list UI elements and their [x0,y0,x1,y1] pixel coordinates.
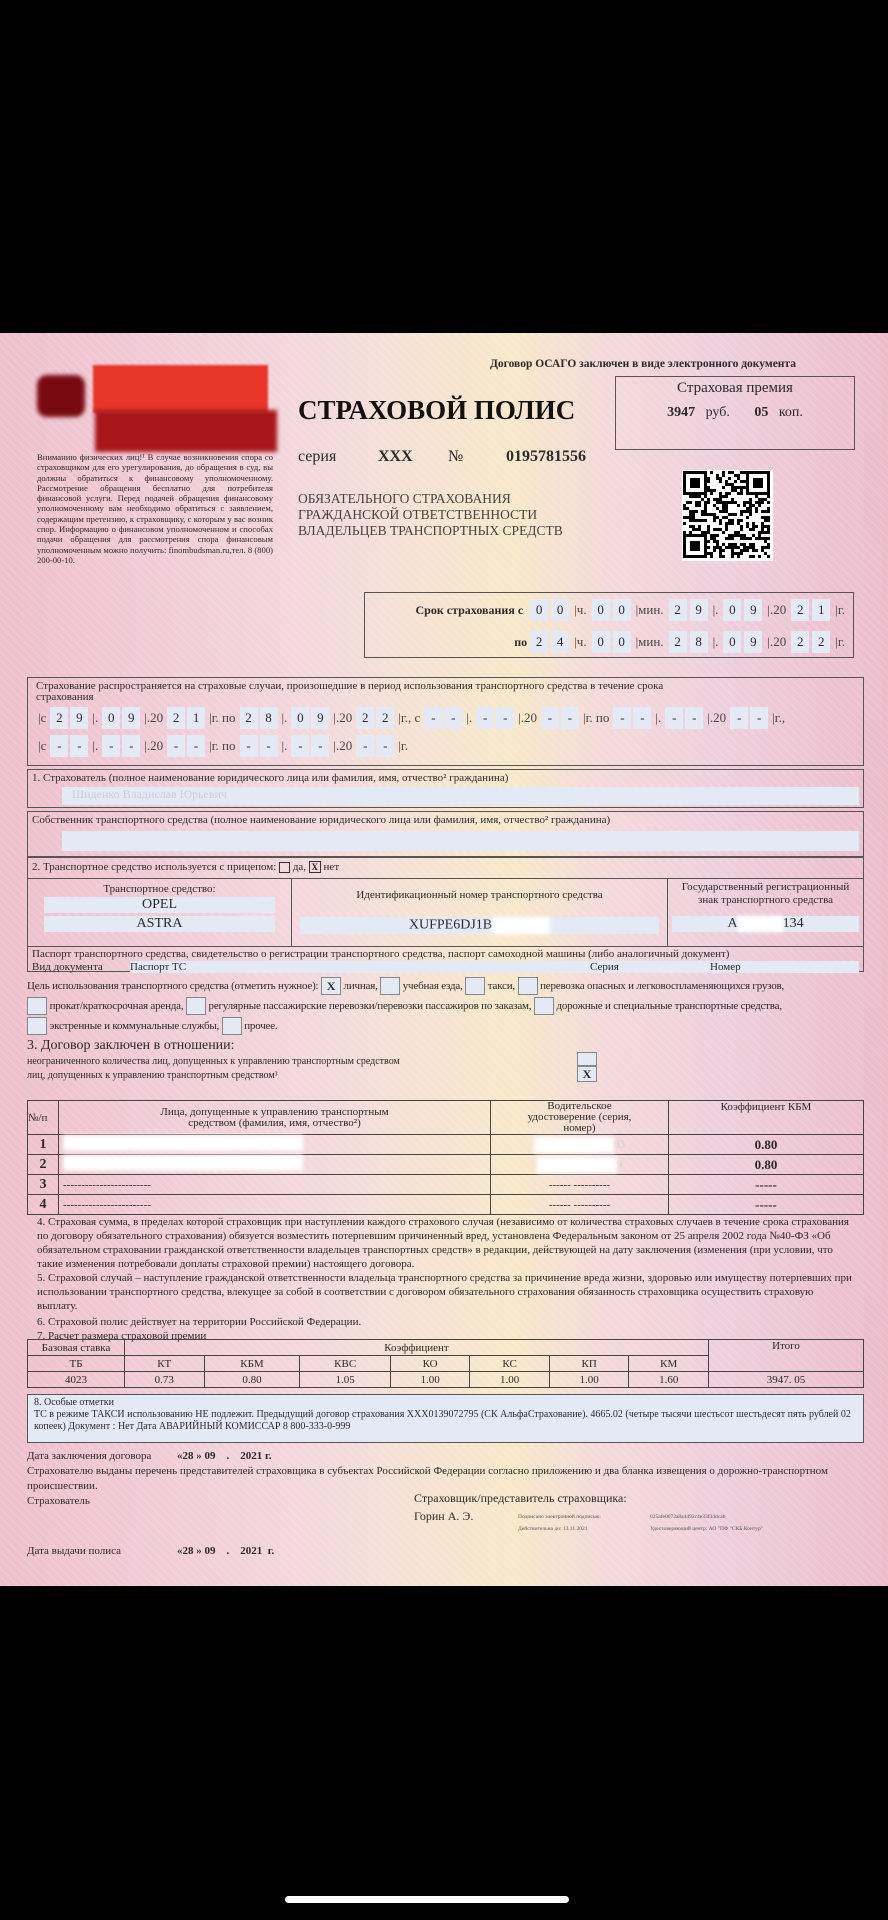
cell-separator: |ч. [574,602,587,617]
cell-separator: |. [281,710,288,725]
digit-cell: 2 [167,707,185,729]
digit-cell: 2 [50,707,68,729]
col-header: №/п [28,1101,59,1135]
premium-total: 3947. 05 [709,1372,864,1388]
digit-cell: - [167,735,185,757]
vehicle-section [27,857,864,972]
cell-separator: |. [466,710,473,725]
insurer-section [27,769,864,808]
vehicle-make: OPEL [44,897,275,913]
purpose-option: прокат/краткосрочная аренда, [49,1000,184,1012]
vehicle-model: ASTRA [44,916,275,932]
purpose-option: учебная езда, [402,980,463,992]
digit-cell: - [356,735,374,757]
rep-label: Страховщик/представитель страховщика: [414,1491,627,1505]
col-header: Коэффициент КБМ [669,1101,864,1135]
digit-cell: 2 [812,631,830,653]
coef-col-header: КБМ [204,1356,300,1372]
trailer-label: 2. Транспортное средство используется с прицепом: [32,861,277,873]
vin-label: Идентификационный номер транспортного средства [356,889,603,901]
cell-separator: |.20 [518,710,537,725]
coef-col-header: КП [549,1356,629,1372]
issue-date: «28 » 09 . 2021 г. [177,1545,275,1557]
cell-separator: |.20 [144,738,164,753]
kbm-value: 0.80 [669,1135,864,1155]
usage-period-section [27,677,864,766]
purpose-checkbox[interactable] [222,1017,242,1035]
digit-cell: - [633,707,651,729]
rep-name: Горин А. Э. [414,1509,474,1523]
terms-paragraphs [37,1215,852,1343]
cell-separator: |. [655,710,662,725]
cell-separator: |г. по [209,710,236,725]
purpose-checkbox[interactable]: X [321,977,341,995]
premium-rub: 3947 [667,405,696,420]
digit-cell: 0 [102,707,120,729]
cell-separator: |г. [835,602,845,617]
digit-cell: - [685,707,703,729]
coef-value: 1.00 [470,1372,550,1388]
issue-date-label: Дата выдачи полиса [27,1545,121,1557]
insurer-signature-label: Страхователь [27,1495,90,1507]
passport-series-label: Серия [590,961,710,973]
digit-cell: 2 [240,707,258,729]
signed-label: Подписано электронной подписью: [518,1514,602,1520]
kbm-value: ----- [669,1195,864,1215]
cell-separator: |г. по [209,738,236,753]
valid-until: Действительна до: 13.11.2021 [518,1526,588,1532]
plate-end: 134 [782,916,804,932]
term-from-cells [530,599,847,621]
plate-start: А [727,916,738,932]
trailer-yes-label: да, [292,861,307,873]
row-number: 3 [28,1175,59,1195]
doc-type-label: Вид документа [32,961,103,973]
base-rate-header: Базовая ставка [28,1340,125,1356]
section3-unlimited: неограниченного количества лиц, допущенных к управлению транспортным средством [27,1056,400,1067]
limited-checkbox[interactable]: X [577,1066,597,1082]
coef-value: 0.80 [204,1372,300,1388]
digit-cell: - [496,707,514,729]
contract-date: «28 » 09 . 2021 г. [177,1450,272,1462]
coef-value: 1.60 [629,1372,709,1388]
digit-cell: - [311,735,329,757]
purpose-checkbox[interactable] [518,977,538,995]
cell-separator: |. [281,738,288,753]
purpose-checkbox[interactable] [27,1017,47,1035]
digit-cell: 2 [669,631,687,653]
purpose-checkbox[interactable] [380,977,400,995]
coef-value: 1.00 [390,1372,470,1388]
kbm-value: ----- [669,1175,864,1195]
owner-label: Собственник транспортного средства (полное наименование юридического лица или фамилия, имя, отчество² гражданина) [32,814,611,826]
cell-separator: |с [38,738,47,753]
series-value: ХХХ [378,448,413,465]
consumer-notice: Вниманию физических лиц!¹ В случае возникновения спора со страховщиком для его урегулирования, до обращения в суд, вы должны обратиться к финансовому уполномоченному. Рассмотрение обращения бесплатно для потребителя финансовой услуги. Перед подачей обращения финансовому уполномоченному вам необходимо обратиться с заявлением, содержащим претензию, к страховщику, с которым у вас возник спор. Информацию о финансовом уполномоченном и способах подачи обращения для рассмотрения спора финансовым уполномоченным можно получить: finombudsman.ru,тел. 8 (800) 200-00-10. [37,452,273,565]
purpose-option: регулярные пассажирские перевозки/перевозки пассажиров по заказам, [208,1000,532,1012]
digit-cell: - [730,707,748,729]
digit-cell: 9 [690,599,708,621]
plate-value [672,916,859,932]
table-row [28,1195,864,1215]
cell-separator: |.20 [333,710,353,725]
digit-cell: 4 [551,631,569,653]
special-notes [27,1394,864,1443]
cell-separator: |мин. [635,634,664,649]
paragraph-7: 7. Расчет размера страховой премии [37,1330,207,1342]
digit-cell: - [70,735,88,757]
section3-limited: лиц, допущенных к управлению транспортным средством³ [27,1070,278,1081]
driver-license [491,1135,669,1155]
cell-separator: |г. [835,634,845,649]
redaction-dark-square [37,375,85,417]
cell-separator: |мин. [635,602,664,617]
policy-number: 0195781556 [506,448,586,465]
passport-number-label: Номер [710,961,859,973]
cell-separator: |г. по [582,710,610,725]
e-signature-cert [650,1511,763,1535]
digit-cell: - [291,735,309,757]
section3-title: 3. Договор заключен в отношении: [27,1038,235,1053]
redaction-dark-red [95,410,277,452]
owner-name-field [62,831,859,851]
usage-period-row2 [36,735,855,757]
premium-kop-label: коп. [778,405,803,420]
paragraph-6: 6. Страховой полис действует на территории Российской Федерации. [37,1316,362,1328]
doc-type-value: Паспорт ТС [130,961,590,973]
digit-cell: 1 [812,599,830,621]
driver-license: ------ ---------- [491,1195,669,1215]
usage-period-row1 [36,707,855,729]
cell-separator: |г. [398,738,408,753]
term-from-label: Срок страхования с [415,602,524,617]
name-redaction [63,1155,303,1171]
coef-col-header: КС [470,1356,550,1372]
digit-cell: - [50,735,68,757]
paragraph-4: 4. Страховая сумма, в пределах которой страховщик при наступлении каждого страхового случая (независимо от количества страховых случаев в течение срока страхования по договору обязательного страхования) обязуется возместить потерпевшим причиненный вред, установлена Федеральным законом от 25 апреля 2002 года №40-ФЗ «Об обязательном страховании гражданской ответственности владельцев транспортных средств» в редакции, действующей на дату заключения (изменения (при условии, что такие изменения потребовали доплаты страховой премии) настоящего договора. [37,1216,849,1270]
cell-separator: |.20 [767,634,787,649]
purpose-checkbox[interactable] [534,997,554,1015]
license-end: 03 [614,1138,625,1151]
purpose-checkbox[interactable] [186,997,206,1015]
purpose-option: такси, [487,980,515,992]
insurer-label: 1. Страхователь (полное наименование юридического лица или фамилия, имя, отчество² гражданина) [32,772,509,784]
series-label: серия [298,448,337,465]
cell-separator: |.20 [144,710,164,725]
digit-cell: - [665,707,683,729]
cert-center: Удостоверяющий центр: АО "ПФ "СКБ Контур" [650,1526,763,1532]
digit-cell: 9 [70,707,88,729]
premium-label: Страховая премия [677,380,793,396]
name-redaction [63,1135,303,1151]
cell-separator: |.20 [333,738,353,753]
redaction-red [93,365,268,413]
driver-name [59,1155,491,1175]
purpose-label: Цель использования транспортного средства (отметить нужное): [27,980,319,992]
insurance-policy-document [0,333,888,1586]
license-redaction [537,1157,617,1173]
digit-cell: - [376,735,394,757]
purpose-option: перевозка опасных и легковоспламеняющихся грузов, [540,980,785,992]
license-end: 9 [616,1158,623,1171]
row-number: 4 [28,1195,59,1215]
trailer-no-checkbox[interactable]: X [309,861,321,873]
coef-col-header: ТБ [28,1356,125,1372]
purpose-option: экстренные и коммунальные службы, [49,1020,220,1032]
premium-kop: 05 [754,405,769,420]
kbm-value: 0.80 [669,1155,864,1175]
contract-date-label: Дата заключения договора [27,1450,152,1462]
home-indicator[interactable] [285,1896,569,1903]
issued-documents-text: Страхователю выданы перечень представителей страховщика в субъектах Российской Федерации согласно приложению и два бланка извещения о дорожно-транспортном происшествии. [27,1465,828,1492]
signature-hash: 025afe0072a8a4492c4e33f34dcab [650,1514,726,1520]
digit-cell: 0 [291,707,309,729]
usage-period-text: Страхование распространяется на страховые случаи, произошедшие в период использования транспортного средства в течение срока страхования [36,680,664,703]
cell-separator: |г., с [398,710,421,725]
coef-col-header: КВС [300,1356,390,1372]
cell-separator: |. [92,710,99,725]
cell-separator: |. [92,738,99,753]
digit-cell: 2 [356,707,374,729]
total-header: Итого [709,1340,864,1372]
vin-text: XUFPE6DJ1B [408,917,493,933]
cell-separator: |с [38,710,47,725]
digit-cell: 2 [530,631,548,653]
cell-separator: |. [712,602,719,617]
coef-value: 1.00 [549,1372,629,1388]
vehicle-label: Транспортное средство: [103,883,216,895]
digit-cell: 0 [592,631,610,653]
trailer-yes-checkbox[interactable] [279,862,290,873]
coef-value: 0.73 [125,1372,205,1388]
electronic-note: Договор ОСАГО заключен в виде электронного документа [490,358,796,370]
subtitle-line: ГРАЖДАНСКОЙ ОТВЕТСТВЕННОСТИ [298,507,538,522]
digit-cell: 2 [669,599,687,621]
trailer-no-label: нет [323,861,340,873]
vin-value [300,917,659,934]
digit-cell: 8 [260,707,278,729]
digit-cell: - [476,707,494,729]
term-to-label: по [514,634,528,649]
drivers-table [27,1100,864,1215]
digit-cell: 8 [690,631,708,653]
cell-separator: |г., [772,710,786,725]
driver-name: ------------------------ [59,1175,491,1195]
digit-cell: 9 [311,707,329,729]
digit-cell: 0 [530,599,548,621]
driver-license: ------ ---------- [491,1175,669,1195]
coef-header: Коэффициент [125,1340,709,1356]
digit-cell: - [750,707,768,729]
digit-cell: 9 [122,707,140,729]
paragraph-5: 5. Страховой случай – наступление гражданской ответственности владельца транспортного средства за причинение вреда жизни, здоровью или имуществу потерпевших при использовании транспортного средства, влекущее за собой в соответствии с договором обязательного страхования обязанность страховщика осуществить страховую выплату. [37,1272,852,1312]
digit-cell: - [541,707,559,729]
coef-col-header: КМ [629,1356,709,1372]
qr-code[interactable] [682,470,773,561]
owner-section [27,811,864,857]
digit-cell: 0 [723,631,741,653]
subtitle-line: ОБЯЗАТЕЛЬНОГО СТРАХОВАНИЯ [298,491,511,506]
insurance-term-box [364,592,854,658]
cell-separator: |.20 [707,710,727,725]
table-row [28,1135,864,1155]
digit-cell: 2 [791,631,809,653]
number-label: № [448,448,464,465]
passport-label: Паспорт транспортного средства, свидетельство о регистрации транспортного средства, паспорт самоходной машины (либо аналогичный документ) [32,948,730,960]
table-row [28,1175,864,1195]
insurer-name-field: Шиденко Владислав Юрьевич [62,787,859,805]
digit-cell: 9 [744,599,762,621]
term-to-cells [530,631,847,653]
driver-name: ------------------------ [59,1195,491,1215]
cell-separator: |. [712,634,719,649]
digit-cell: - [561,707,579,729]
page-title: СТРАХОВОЙ ПОЛИС [298,395,576,425]
digit-cell: - [260,735,278,757]
vin-redaction [492,917,550,934]
digit-cell: 2 [376,707,394,729]
purpose-option: дорожные и специальные транспортные средства, [556,1000,782,1012]
license-redaction [534,1137,614,1153]
digit-cell: 0 [723,599,741,621]
table-row [28,1155,864,1175]
coef-value: 1.05 [300,1372,390,1388]
digit-cell: - [444,707,462,729]
digit-cell: 0 [613,631,631,653]
policy-subtitle [298,491,563,539]
digit-cell: - [102,735,120,757]
special-notes-text: ТС в режиме ТАКСИ использованию НЕ подлежит. Предыдущий договор страхования ХХХ0139072795 (СК АльфаСтрахование). 4665.02 (четыре тысячи шестьсот шестьдесят пять рублей 02 копеек) Документ : Нет Дата АВАРИЙНЫЙ КОМИССАР 8 800-333-0-999 [34,1409,851,1432]
cell-separator: |ч. [574,634,587,649]
coef-col-header: КТ [125,1356,205,1372]
plate-redaction [738,916,783,932]
subtitle-line: ВЛАДЕЛЬЦЕВ ТРАНСПОРТНЫХ СРЕДСТВ [298,523,563,538]
digit-cell: - [613,707,631,729]
digit-cell: - [240,735,258,757]
digit-cell: - [187,735,205,757]
premium-box [615,376,855,450]
digit-cell: - [122,735,140,757]
unlimited-checkbox[interactable] [577,1052,597,1066]
digit-cell: 0 [613,599,631,621]
purpose-option: прочее. [244,1020,278,1032]
coef-value: 4023 [28,1372,125,1388]
coef-col-header: КО [390,1356,470,1372]
purpose-option: личная, [343,980,378,992]
digit-cell: 1 [187,707,205,729]
row-number: 1 [28,1135,59,1155]
plate-label: Государственный регистрационный знак транспортного средства [681,881,850,906]
col-header: Водительское удостоверение (серия, номер) [491,1101,669,1135]
purpose-section [27,976,872,1036]
digit-cell: - [424,707,442,729]
special-notes-title: 8. Особые отметки [34,1397,114,1408]
purpose-checkbox[interactable] [27,997,47,1015]
col-header: Лица, допущенные к управлению транспортным средством (фамилия, имя, отчество²) [59,1101,491,1135]
cell-separator: |.20 [767,602,787,617]
driver-license [491,1155,669,1175]
purpose-checkbox[interactable] [465,977,485,995]
digit-cell: 9 [744,631,762,653]
e-signature [518,1511,601,1535]
digit-cell: 0 [592,599,610,621]
digit-cell: 2 [791,599,809,621]
digit-cell: 0 [551,599,569,621]
premium-rub-label: руб. [705,405,730,420]
driver-name [59,1135,491,1155]
row-number: 2 [28,1155,59,1175]
premium-calc-table [27,1339,864,1388]
